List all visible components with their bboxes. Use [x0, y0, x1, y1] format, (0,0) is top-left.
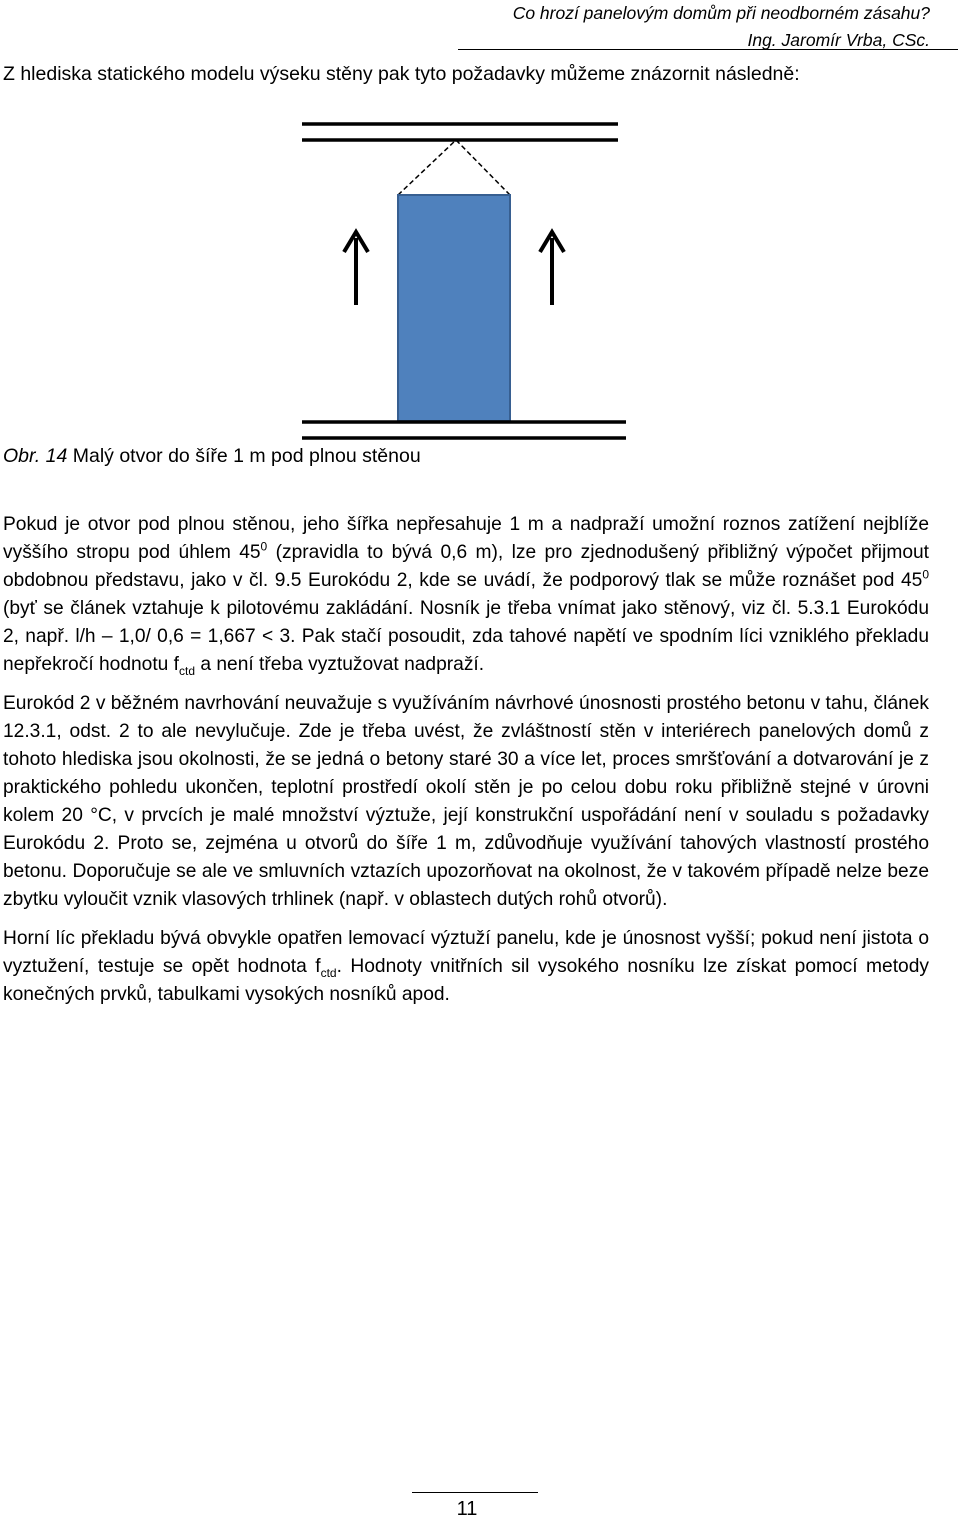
upper-slab — [302, 124, 618, 140]
body-text — [3, 511, 929, 1020]
paragraph-3 — [3, 925, 929, 1009]
p1-part-c: (byť se článek vztahuje k pilotovému zakládání. Nosník je třeba vnímat jako stěnový, viz čl. 5.3.1 Eurokódu 2, např. l/h – 1,0/ 0,6 = 1,667 < 3. Pak stačí posoudit, zda tahové napětí ve spodním líci vzniklého překladu nepřekročí hodnotu f — [3, 598, 929, 675]
header-author: Ing. Jaromír Vrba, CSc. — [747, 30, 930, 50]
caption-number: Obr. 14 — [3, 445, 68, 467]
wall-lintel — [398, 195, 510, 421]
p3-ctd-sub: ctd — [320, 965, 337, 980]
p1-degree-sup-2: 0 — [922, 567, 929, 582]
header-rule — [458, 49, 958, 50]
p1-ctd-sub: ctd — [179, 663, 196, 678]
p3-part-a: Horní líc překladu bývá obvykle opatřen lemovací výztuží panelu, kde je únosnost vyšší; pokud není jistota o vyztužení, testuje se opět hodnota f — [3, 928, 929, 977]
load-spread-45deg — [398, 140, 510, 195]
p1-degree-sup-1: 0 — [260, 539, 268, 554]
paragraph-2: Eurokód 2 v běžném navrhování neuvažuje s využíváním návrhové únosnosti prostého betonu v tahu, článek 12.3.1, odst. 2 to ale nevylučuje. Zde je třeba uvést, že zvláštností stěn v interiérech panelových domů z tohoto hlediska jsou okolnosti, že se jedná o betony staré 30 a více let, proces smršťování a dotvarování je z praktického pohledu ukončen, teplotní prostředí okolí stěn je po celou dobu roku přibližně stejné v úrovni kolem 20 °C, v prvcích je malé množství výztuže, její konstrukční uspořádání není v souladu s požadavky Eurokódu 2. Proto se, zejména u otvorů do šíře 1 m, zdůvodňuje využívání tahových vlastností prostého betonu. Doporučuje se ale ve smluvních vztazích upozorňovat na okolnost, že v takovém případě nelze beze zbytku vyloučit vznik vlasových trhlinek (např. v oblastech dutých rohů otvorů). — [3, 693, 929, 910]
lower-slab — [302, 422, 626, 438]
p1-part-d: a není třeba vyztužovat nadpraží. — [195, 654, 485, 675]
footer-rule — [412, 1492, 538, 1493]
figure-caption — [3, 445, 421, 468]
p1-part-a: Pokud je otvor pod plnou stěnou, jeho šířka nepřesahuje 1 m a nadpraží umožní roznos zatížení nejblíže vyššího stropu pod úhlem 45 — [3, 514, 929, 563]
header-title: Co hrozí panelovým domům při neodborném zásahu? — [512, 3, 930, 23]
p1-part-b: (zpravidla to bývá 0,6 m), lze pro zjednodušený přibližný výpočet přijmout obdobnou představu, jako v čl. 9.5 Eurokódu 2, kde se uvádí, že podporový tlak se může roznášet pod 45 — [3, 542, 929, 591]
paragraph-1 — [3, 511, 929, 679]
page-header — [513, 0, 930, 54]
caption-text: Malý otvor do šíře 1 m pod plnou stěnou — [67, 445, 421, 467]
p3-part-b: . Hodnoty vnitřních sil vysokého nosníku lze získat pomocí metody konečných prvků, tabulkami vysokých nosníků apod. — [3, 956, 929, 1005]
left-support-arrow — [344, 232, 368, 305]
lintel-figure — [0, 100, 700, 450]
intro-sentence: Z hlediska statického modelu výseku stěny pak tyto požadavky můžeme znázornit následně: — [3, 63, 800, 85]
right-support-arrow — [540, 232, 564, 305]
page-number: 11 — [456, 1498, 478, 1520]
